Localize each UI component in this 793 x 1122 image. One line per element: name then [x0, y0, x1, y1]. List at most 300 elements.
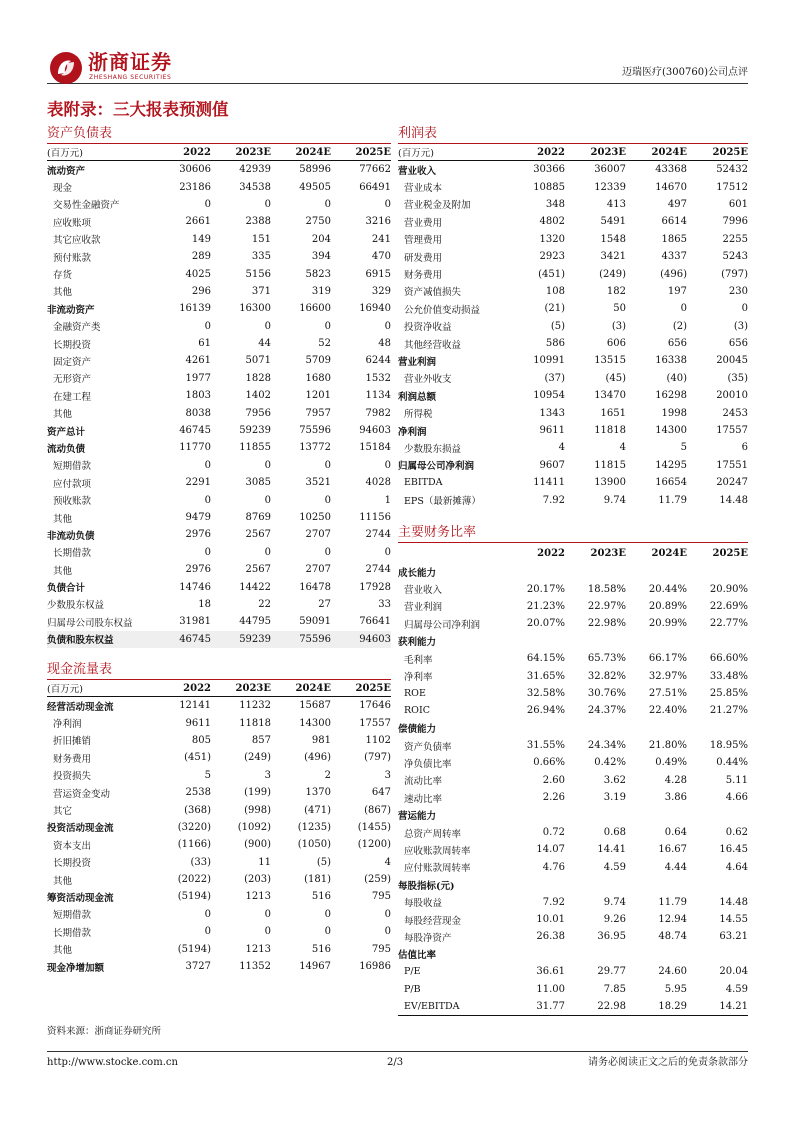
cell-value: 0	[324, 198, 331, 210]
cell-value: 1102	[365, 734, 391, 746]
row-label: 营业利润	[398, 356, 437, 368]
cell-value: 0	[324, 908, 331, 920]
table-row	[47, 767, 391, 784]
row-label: 其他	[53, 945, 73, 957]
cell-value: 30606	[179, 164, 211, 176]
cell-value: 516	[311, 943, 331, 955]
cell-value: 17646	[359, 700, 391, 712]
cell-value: (368)	[184, 804, 211, 816]
cell-value: 0.68	[603, 827, 626, 839]
table-body	[47, 161, 391, 648]
cell-value: 14422	[239, 581, 271, 593]
cell-value: 4261	[185, 355, 211, 367]
cell-value: 20.17%	[526, 583, 565, 595]
cell-value: 1134	[365, 390, 391, 402]
cell-value: 16300	[239, 303, 271, 315]
row-label: 现金净增加额	[47, 962, 105, 974]
row-label: 投资损失	[53, 771, 92, 783]
cell-value: 0	[204, 198, 211, 210]
row-label: 在建工程	[53, 391, 92, 403]
cell-value: (1455)	[357, 821, 391, 833]
year-header: 2023E	[235, 682, 271, 694]
cell-value: 9.26	[603, 914, 626, 925]
cell-value: 22.77%	[709, 618, 748, 630]
cell-value: 17551	[716, 459, 748, 471]
cell-value: 0	[741, 303, 748, 315]
cell-value: 22.40%	[648, 705, 687, 717]
cell-value: 394	[311, 251, 331, 263]
cell-value: 0	[384, 320, 391, 332]
cell-value: 204	[311, 233, 331, 245]
table-row	[47, 283, 391, 300]
cell-value: 9479	[185, 512, 211, 523]
table-row	[47, 439, 391, 456]
cell-value: 94603	[359, 633, 391, 645]
cell-value: 15687	[299, 700, 331, 712]
cell-value: 3.62	[603, 774, 626, 786]
row-label: 其他	[53, 875, 73, 887]
cell-value: 5156	[245, 268, 271, 280]
row-label: 归属母公司净利润	[404, 619, 481, 631]
table-row	[398, 370, 748, 387]
cell-value: 27.51%	[648, 687, 687, 699]
cell-value: 1977	[185, 372, 211, 384]
row-label: 净利润	[53, 719, 82, 731]
row-label: 其他	[53, 565, 73, 577]
cell-value: 0	[264, 926, 271, 938]
cell-value: 76641	[359, 616, 391, 628]
cell-value: 14.21	[719, 1000, 748, 1012]
cell-value: 11818	[594, 425, 626, 437]
table-row	[398, 806, 748, 823]
cell-value: 30.76%	[587, 687, 626, 699]
cell-value: 22	[258, 598, 271, 610]
cell-value: 17512	[716, 181, 748, 193]
table-row	[47, 906, 391, 923]
row-label: 每股净资产	[404, 932, 452, 944]
row-label: 成长能力	[398, 567, 437, 579]
table-row	[398, 387, 748, 404]
table-row	[47, 474, 391, 491]
table-row	[47, 231, 391, 248]
cell-value: 66491	[359, 181, 391, 193]
table-row	[47, 871, 391, 888]
year-header: 2024E	[295, 146, 331, 158]
row-label: 无形资产	[53, 374, 92, 386]
table-header	[47, 144, 391, 161]
cell-value: 11352	[239, 961, 271, 973]
row-label: 营业费用	[404, 217, 443, 229]
table-row	[398, 824, 748, 841]
cell-value: (1200)	[357, 839, 391, 851]
cell-value: 647	[371, 787, 391, 799]
table-row	[47, 940, 391, 957]
cell-value: 22.98	[597, 1000, 626, 1012]
table-row	[398, 980, 748, 997]
cell-value: 16.45	[719, 844, 748, 856]
cell-value: 241	[371, 233, 391, 245]
row-label: 管理费用	[404, 235, 443, 247]
row-label: 资产负债率	[404, 741, 452, 753]
cell-value: 4	[558, 442, 565, 454]
cell-value: 1213	[245, 943, 271, 955]
cell-value: 4.59	[603, 861, 626, 873]
year-header: 2024E	[651, 547, 687, 559]
cell-value: 4802	[539, 216, 565, 228]
table-row	[47, 352, 391, 369]
row-label: 其他	[53, 409, 73, 421]
cell-value: 30366	[533, 164, 565, 176]
table-row	[47, 265, 391, 282]
row-label: 其它应收款	[53, 235, 101, 247]
cell-value: 4.59	[725, 983, 748, 995]
cell-value: 0	[204, 494, 211, 506]
row-label: 获利能力	[398, 637, 437, 649]
cell-value: 2.60	[542, 774, 565, 786]
cell-value: 857	[251, 734, 271, 746]
cell-value: 13900	[594, 477, 626, 489]
row-label: 净利润	[398, 426, 427, 438]
source-note: 资料来源：浙商证券研究所	[47, 1026, 162, 1037]
cell-value: 0	[264, 546, 271, 558]
cell-value: 0	[204, 320, 211, 332]
table-row	[398, 161, 748, 178]
cell-value: 16298	[655, 390, 687, 402]
cell-value: 7.85	[603, 983, 626, 995]
cell-value: 1370	[305, 787, 331, 799]
cell-value: 10954	[533, 390, 565, 402]
cell-value: 4025	[185, 268, 211, 280]
cell-value: 42939	[239, 164, 271, 176]
cell-value: 59239	[239, 425, 271, 437]
cell-value: 16654	[655, 477, 687, 489]
table-row	[47, 248, 391, 265]
table-row	[398, 352, 748, 369]
cell-value: 66.60%	[709, 653, 748, 665]
cell-value: (3)	[733, 320, 748, 332]
cell-value: 1213	[245, 891, 271, 903]
row-label: 存货	[53, 270, 73, 282]
cell-value: 3085	[245, 477, 271, 489]
table-row	[47, 509, 391, 526]
doc-title: 迈瑞医疗(300760)公司点评	[622, 67, 748, 78]
cell-value: 0	[204, 926, 211, 938]
row-label: 估值比率	[398, 950, 437, 962]
table-row	[47, 457, 391, 474]
row-label: EV/EBITDA	[404, 1000, 460, 1012]
cell-value: 2707	[305, 564, 331, 576]
cell-value: 11411	[533, 477, 565, 489]
cell-value: 289	[191, 251, 211, 263]
cell-value: (1050)	[297, 839, 331, 851]
cell-value: 2923	[539, 251, 565, 263]
table-row	[398, 754, 748, 771]
cell-value: 58996	[299, 164, 331, 176]
cell-value: 0	[324, 320, 331, 332]
table-body	[398, 563, 748, 1016]
table-row	[47, 318, 391, 335]
table-row	[398, 422, 748, 439]
cell-value: 31981	[179, 616, 211, 628]
cell-value: 46745	[179, 425, 211, 437]
row-label: 短期借款	[53, 910, 92, 922]
cell-value: 14967	[299, 961, 331, 973]
cell-value: 64.15%	[526, 653, 565, 665]
cell-value: 21.23%	[526, 600, 565, 612]
row-label: 偿债能力	[398, 724, 437, 736]
row-label: 营业利润	[404, 602, 443, 614]
cell-value: 22.97%	[587, 600, 626, 612]
table-row	[47, 178, 391, 195]
unit-label: (百万元)	[398, 148, 434, 159]
cell-value: 5709	[305, 355, 331, 367]
cell-value: 63.21	[719, 931, 748, 943]
balance-sheet-section	[47, 124, 391, 648]
cell-value: (998)	[244, 804, 271, 816]
table-row	[47, 958, 391, 975]
cell-value: (5)	[550, 320, 565, 332]
cell-value: 230	[728, 285, 748, 297]
cell-value: (900)	[244, 839, 271, 851]
cell-value: 5243	[722, 251, 748, 263]
year-header: 2023E	[235, 146, 271, 158]
cell-value: 52432	[716, 164, 748, 176]
cell-value: 2538	[185, 787, 211, 799]
cell-value: 14295	[655, 459, 687, 471]
cell-value: 7.92	[542, 494, 565, 506]
cell-value: 14.48	[719, 494, 748, 506]
row-label: 营运能力	[398, 811, 437, 823]
row-label: P/E	[404, 966, 421, 978]
cell-value: 0	[324, 459, 331, 471]
table-row	[47, 749, 391, 766]
row-label: 每股指标(元)	[398, 880, 455, 892]
cell-value: (797)	[364, 752, 391, 764]
year-header: 2022	[183, 146, 211, 158]
row-label: 归属母公司股东权益	[47, 617, 133, 629]
cell-value: 24.34%	[587, 740, 626, 752]
table-row	[398, 667, 748, 684]
cell-value: 16.67	[658, 844, 687, 856]
cell-value: 11.79	[658, 494, 687, 506]
table-row	[398, 231, 748, 248]
row-label: 其他经营收益	[404, 339, 462, 351]
cell-value: 59091	[299, 616, 331, 628]
cell-value: 17557	[359, 717, 391, 729]
section-title: 利润表	[398, 124, 748, 144]
cell-value: 20.99%	[648, 618, 687, 630]
row-label: 其他	[53, 513, 73, 525]
cell-value: 149	[191, 233, 211, 245]
cell-value: 16986	[359, 961, 391, 973]
cell-value: 14.55	[719, 914, 748, 925]
cell-value: 46745	[179, 633, 211, 645]
section-title: 主要财务比率	[398, 523, 748, 543]
cell-value: 13470	[594, 390, 626, 402]
row-label: 预收账款	[53, 496, 92, 508]
page-title: 表附录：三大报表预测值	[47, 100, 229, 119]
cell-value: 20.07%	[526, 618, 565, 630]
row-label: 少数股东损益	[404, 443, 462, 455]
cell-value: 24.60	[658, 966, 687, 978]
cell-value: 606	[606, 338, 626, 350]
cell-value: 22.69%	[709, 600, 748, 612]
cell-value: 5	[204, 769, 211, 781]
row-label: 利润总额	[398, 391, 437, 403]
cell-value: 9.74	[603, 494, 626, 506]
table-row	[398, 859, 748, 876]
cell-value: 14.41	[597, 844, 626, 856]
cell-value: 77662	[359, 164, 391, 176]
cell-value: 5071	[245, 355, 271, 367]
cell-value: 1532	[365, 372, 391, 384]
cell-value: 4.66	[725, 792, 748, 804]
cell-value: 16940	[359, 303, 391, 315]
row-label: 应付款项	[53, 478, 92, 490]
row-label: 折旧摊销	[53, 736, 92, 748]
unit-label: (百万元)	[47, 684, 83, 695]
cell-value: 2.26	[542, 792, 565, 804]
cell-value: 27	[318, 598, 331, 610]
cell-value: 470	[371, 251, 391, 263]
row-label: 应付账款周转率	[404, 863, 471, 875]
cell-value: 31.77	[536, 1000, 565, 1012]
cell-value: 2453	[722, 407, 748, 419]
table-row	[398, 248, 748, 265]
cell-value: 20045	[716, 355, 748, 367]
cell-value: 0	[384, 198, 391, 210]
cell-value: 11855	[239, 442, 271, 454]
cell-value: (496)	[304, 752, 331, 764]
cell-value: 2	[324, 769, 331, 781]
cell-value: 0	[204, 546, 211, 558]
cell-value: (451)	[184, 752, 211, 764]
cell-value: 2661	[185, 216, 211, 228]
cell-value: 13515	[594, 355, 626, 367]
row-label: 财务费用	[404, 270, 443, 282]
table-row	[398, 720, 748, 737]
cell-value: (5194)	[177, 891, 211, 903]
footer-disclaimer: 请务必阅读正文之后的免责条款部分	[588, 1057, 748, 1068]
cell-value: 10991	[533, 355, 565, 367]
cell-value: 21.80%	[648, 740, 687, 752]
cell-value: 182	[606, 285, 626, 297]
cell-value: 516	[311, 891, 331, 903]
row-label: 短期借款	[53, 461, 92, 473]
table-row	[47, 888, 391, 905]
cell-value: (2022)	[177, 874, 211, 886]
cell-value: 50	[613, 303, 626, 315]
cell-value: 2750	[305, 216, 331, 228]
table-row	[47, 613, 391, 630]
table-row	[398, 737, 748, 754]
cell-value: 3727	[185, 961, 211, 973]
cell-value: 11770	[179, 442, 211, 454]
row-label: 总资产周转率	[404, 828, 462, 840]
table-row	[398, 598, 748, 615]
row-label: 经营活动现金流	[47, 701, 114, 713]
cell-value: 1	[384, 494, 391, 506]
cell-value: (249)	[599, 268, 626, 280]
row-label: 归属母公司净利润	[398, 461, 475, 473]
cell-value: (5194)	[177, 943, 211, 955]
row-label: 长期借款	[53, 548, 92, 560]
row-label: 其他	[53, 287, 73, 299]
row-label: 长期投资	[53, 339, 92, 351]
cell-value: 656	[728, 338, 748, 350]
cell-value: 656	[667, 338, 687, 350]
cell-value: 10.01	[536, 914, 565, 925]
cell-value: 5	[680, 442, 687, 454]
table-row	[398, 474, 748, 491]
year-header: 2022	[537, 547, 565, 559]
row-label: 筹资活动现金流	[47, 892, 114, 904]
cell-value: 11815	[594, 459, 626, 471]
row-label: ROE	[404, 687, 426, 699]
cell-value: 9611	[185, 717, 211, 729]
cell-value: 33.48%	[709, 670, 748, 682]
cell-value: 12141	[179, 700, 211, 712]
cell-value: 5.95	[664, 983, 687, 995]
cell-value: 3421	[600, 251, 626, 263]
cell-value: (1235)	[297, 821, 331, 833]
cell-value: 1828	[245, 372, 271, 384]
cell-value: 3216	[365, 216, 391, 228]
cell-value: 3521	[305, 477, 331, 489]
cell-value: 15184	[359, 442, 391, 454]
cell-value: 0	[264, 459, 271, 471]
cell-value: (3220)	[177, 821, 211, 833]
table-row	[398, 404, 748, 421]
income-statement-section	[398, 124, 748, 509]
cell-value: 0	[264, 320, 271, 332]
row-label: ROIC	[404, 705, 430, 717]
table-row	[47, 544, 391, 561]
cell-value: 52	[318, 338, 331, 350]
row-label: 投资净收益	[404, 322, 452, 334]
cell-value: 0	[204, 908, 211, 920]
cell-value: (199)	[244, 787, 271, 799]
row-label: 毛利率	[404, 654, 433, 666]
cell-value: 0.42%	[594, 757, 626, 769]
cell-value: 14746	[179, 581, 211, 593]
cell-value: 0.66%	[533, 757, 565, 769]
cell-value: 4337	[661, 251, 687, 263]
cell-value: 2255	[722, 233, 748, 245]
cell-value: 33	[378, 598, 391, 610]
cell-value: 9611	[539, 425, 565, 437]
cell-value: 26.38	[536, 931, 565, 943]
year-header: 2023E	[590, 547, 626, 559]
table-row	[398, 580, 748, 597]
table-row	[398, 841, 748, 858]
table-row	[47, 387, 391, 404]
footer-url[interactable]: http://www.stocke.com.cn	[47, 1057, 178, 1068]
table-row	[398, 876, 748, 893]
cell-value: 2567	[245, 564, 271, 576]
row-label: 负债合计	[47, 583, 86, 595]
row-label: 应收账项	[53, 217, 92, 229]
cell-value: 18.95%	[709, 740, 748, 752]
row-label: 每股收益	[404, 898, 443, 910]
table-row	[47, 923, 391, 940]
cell-value: 10250	[299, 512, 331, 523]
table-row	[398, 702, 748, 719]
cell-value: 1651	[600, 407, 626, 419]
cell-value: 20.04	[719, 966, 748, 978]
cell-value: 0	[264, 198, 271, 210]
zheshang-logo-icon	[49, 51, 83, 85]
